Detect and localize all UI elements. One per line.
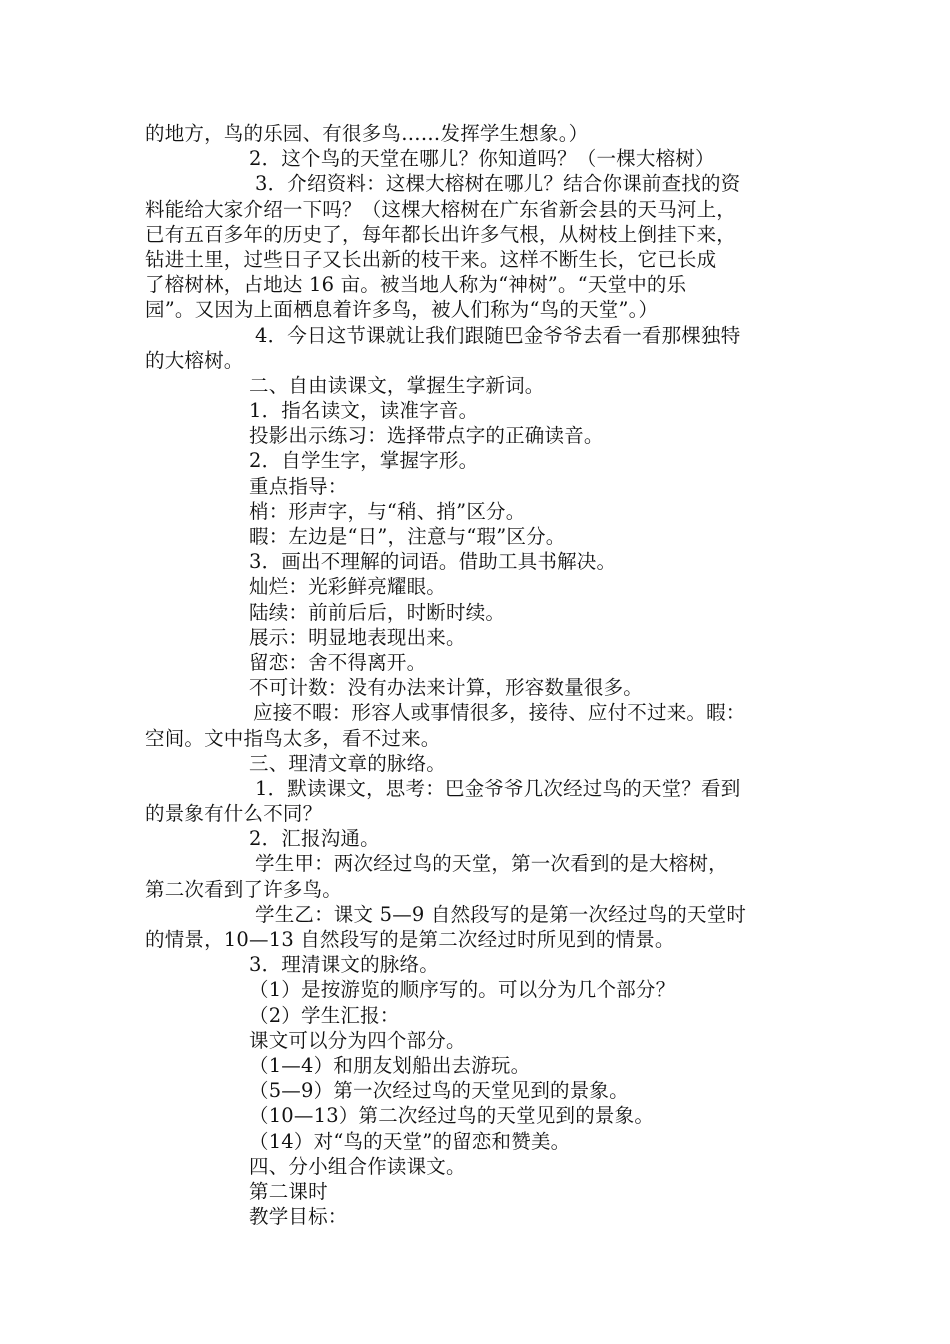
section-heading: 第二课时 <box>249 1179 328 1203</box>
text-line: 陆续：前前后后，时断时续。 <box>249 600 506 624</box>
text-line: 教学目标： <box>249 1205 348 1229</box>
text-line: 灿烂：光彩鲜亮耀眼。 <box>249 575 447 599</box>
document-body <box>145 121 810 1229</box>
text-line: 留恋：舍不得离开。 <box>249 650 427 674</box>
text-line: 重点指导： <box>249 474 348 498</box>
text-line: 空间。文中指鸟太多，看不过来。 <box>145 726 441 750</box>
text-line: 应接不暇：形容人或事情很多，接待、应付不过来。暇： <box>253 701 746 725</box>
text-line: 3．介绍资料：这棵大榕树在哪儿？结合你课前查找的资 <box>255 172 741 196</box>
text-line: 第二次看到了许多鸟。 <box>145 877 343 901</box>
text-line: 的地方，鸟的乐园、有很多鸟……发挥学生想象。） <box>145 122 589 145</box>
text-line: （1—4）和朋友划船出去游玩。 <box>249 1053 531 1077</box>
text-line: （10—13）第二次经过鸟的天堂见到的景象。 <box>249 1104 655 1128</box>
section-heading: 三、理清文章的脉络。 <box>249 751 447 775</box>
text-line: 投影出示练习：选择带点字的正确读音。 <box>249 424 604 448</box>
text-line: 不可计数：没有办法来计算，形容数量很多。 <box>249 676 644 700</box>
text-line: （14）对“鸟的天堂”的留恋和赞美。 <box>249 1129 571 1153</box>
text-line: 3．画出不理解的词语。借助工具书解决。 <box>249 550 617 574</box>
text-line: 园”。又因为上面栖息着许多鸟，被人们称为“鸟的天堂”。） <box>145 298 659 322</box>
text-line: 2．这个鸟的天堂在哪儿？你知道吗？（一棵大榕树） <box>249 147 715 171</box>
text-line: 1．默读课文，思考：巴金爷爷几次经过鸟的天堂？看到 <box>255 776 741 800</box>
text-line: （1）是按游览的顺序写的。可以分为几个部分？ <box>249 978 676 1002</box>
text-line: 3．理清课文的脉络。 <box>249 953 439 977</box>
text-line: 的景象有什么不同？ <box>145 802 323 826</box>
text-line: 的情景，10—13 自然段写的是第二次经过时所见到的情景。 <box>145 928 675 951</box>
text-line: 学生甲：两次经过鸟的天堂，第一次看到的是大榕树， <box>255 852 728 876</box>
section-heading: 二、自由读课文，掌握生字新词。 <box>249 373 545 397</box>
text-line: 的大榕树。 <box>145 348 244 372</box>
text-line: 梢：形声字，与“稍、捎”区分。 <box>249 499 526 523</box>
section-heading: 四、分小组合作读课文。 <box>249 1154 466 1178</box>
text-line: 课文可以分为四个部分。 <box>249 1028 466 1052</box>
text-line: 已有五百多年的历史了，每年都长出许多气根，从树枝上倒挂下来， <box>145 222 737 246</box>
text-line: 了榕树林，占地达 16 亩。被当地人称为“神树”。“天堂中的乐 <box>145 273 687 297</box>
text-line: 1．指名读文，读准字音。 <box>249 399 479 423</box>
text-line: （5—9）第一次经过鸟的天堂见到的景象。 <box>249 1079 629 1103</box>
text-line: 2．自学生字，掌握字形。 <box>249 449 479 473</box>
text-line: 展示：明显地表现出来。 <box>249 625 466 649</box>
text-line: 学生乙：课文 5—9 自然段写的是第一次经过鸟的天堂时 <box>255 902 747 926</box>
text-line: 暇：左边是“日”，注意与“瑕”区分。 <box>249 525 566 548</box>
text-line: 2．汇报沟通。 <box>249 827 380 851</box>
text-line: （2）学生汇报： <box>249 1003 400 1027</box>
text-line: 钻进土里，过些日子又长出新的枝干来。这样不断生长，它已长成 <box>145 247 717 271</box>
text-line: 4．今日这节课就让我们跟随巴金爷爷去看一看那棵独特 <box>255 323 741 347</box>
text-line: 料能给大家介绍一下吗？（这棵大榕树在广东省新会县的天马河上， <box>145 197 737 221</box>
